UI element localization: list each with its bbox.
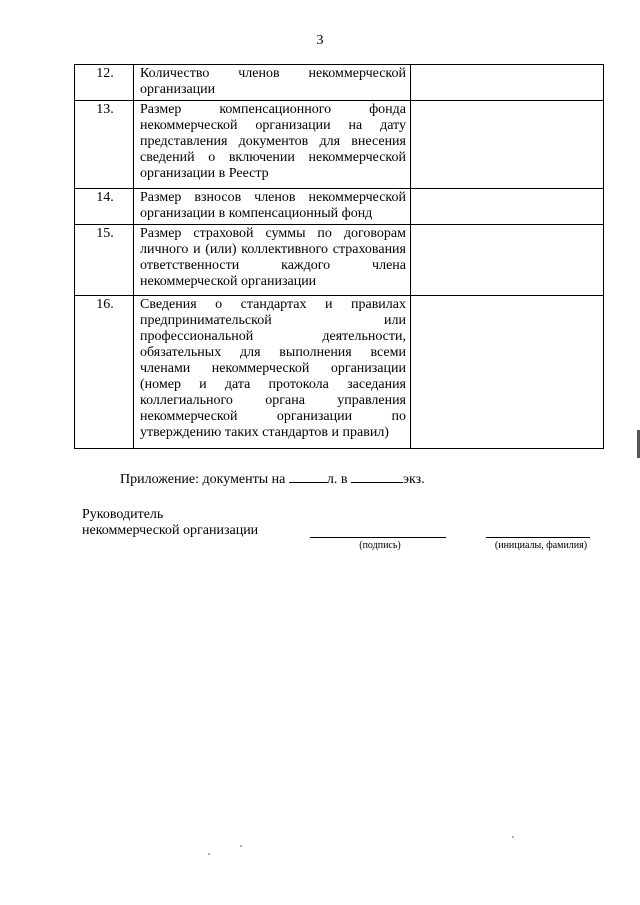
page-number: 3	[316, 33, 324, 48]
row-value-cell	[411, 296, 604, 449]
sheets-count-blank	[289, 470, 327, 483]
name-caption: (инициалы, фамилия)	[494, 540, 588, 551]
scan-speck	[512, 836, 514, 838]
signature-caption: (подпись)	[359, 540, 401, 551]
row-number: 16.	[75, 296, 134, 449]
row-value-cell	[411, 101, 604, 189]
appendix-prefix: Приложение: документы на	[120, 472, 286, 487]
row-number: 13.	[75, 101, 134, 189]
table-row	[75, 65, 604, 101]
scan-speck	[208, 853, 210, 855]
row-description: Количество членов некоммерческой организации	[134, 65, 411, 101]
row-number: 12.	[75, 65, 134, 101]
scan-speck	[240, 845, 242, 847]
row-description: Размер компенсационного фонда некоммерческой организации на дату представления документов для внесения сведений о включении некоммерческой организации в Реестр	[134, 101, 411, 189]
row-value-cell	[411, 65, 604, 101]
row-description: Сведения о стандартах и правилах предпринимательской или профессиональной деятельности, обязательных для выполнения всеми членами некоммерческой организации (номер и дата протокола заседания коллегиального органа управления некоммерческой организации по утверждению таких стандартов и правил)	[134, 296, 411, 449]
registry-info-table	[74, 64, 604, 449]
row-description: Размер взносов членов некоммерческой организации в компенсационный фонд	[134, 189, 411, 225]
copies-count-blank	[351, 470, 403, 483]
table-row	[75, 225, 604, 296]
name-line	[486, 537, 590, 538]
appendix-line	[120, 470, 425, 488]
row-number: 15.	[75, 225, 134, 296]
table-row	[75, 189, 604, 225]
table-row	[75, 296, 604, 449]
signature-line	[310, 537, 446, 538]
appendix-suffix: экз.	[402, 472, 425, 487]
head-label-line1: Руководитель	[82, 507, 164, 522]
row-number: 14.	[75, 189, 134, 225]
row-value-cell	[411, 225, 604, 296]
appendix-mid: л. в	[326, 472, 348, 487]
head-label-line2: некоммерческой организации	[82, 523, 259, 538]
table-row	[75, 101, 604, 189]
row-description: Размер страховой суммы по договорам личного и (или) коллективного страхования ответственности каждого члена некоммерческой организации	[134, 225, 411, 296]
row-value-cell	[411, 189, 604, 225]
